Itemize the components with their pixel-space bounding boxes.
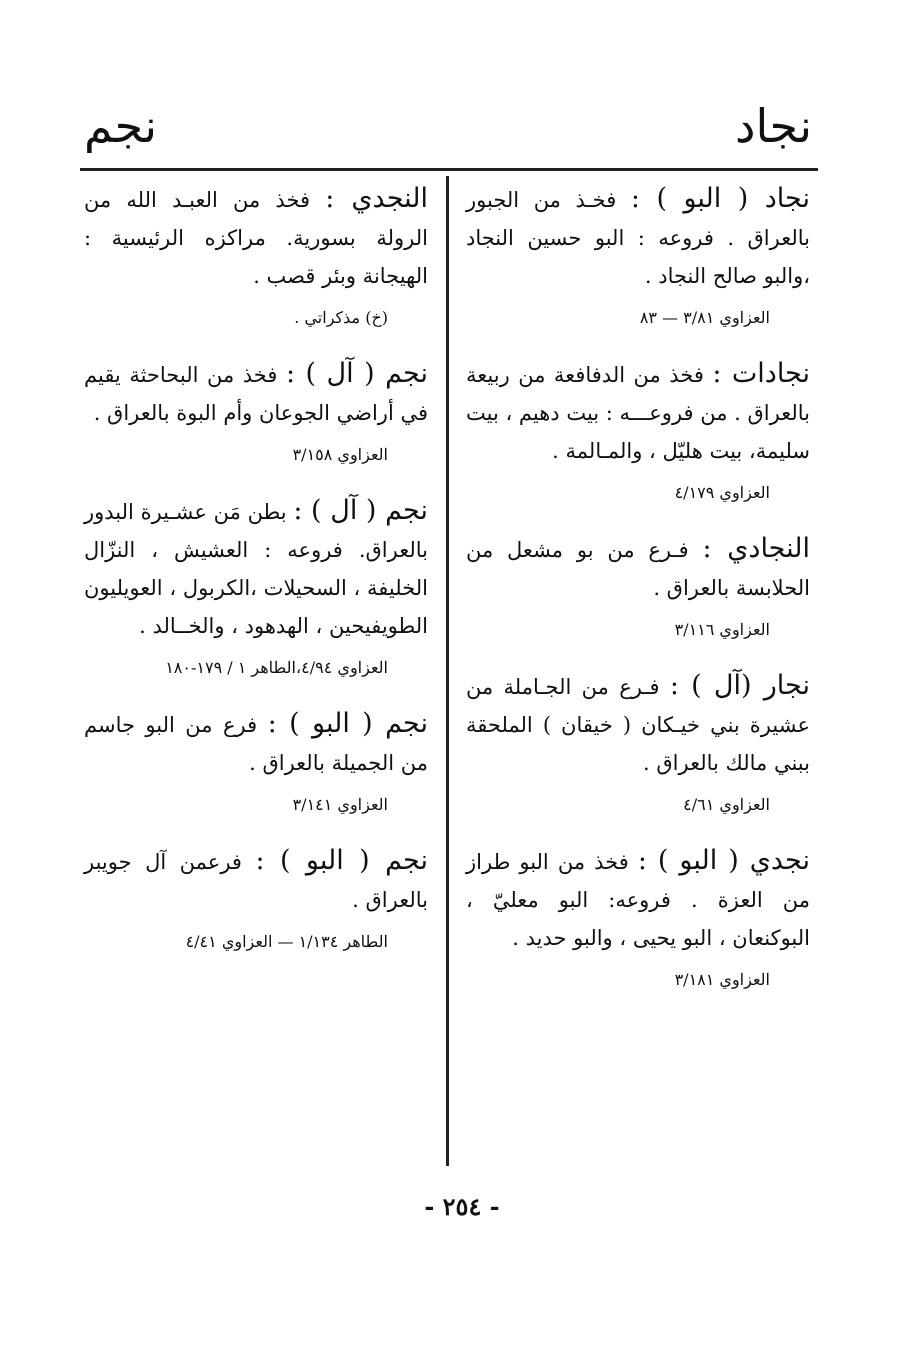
entry-head: نجاد ( البو ) :	[630, 183, 810, 214]
entry	[84, 180, 428, 333]
entry	[466, 355, 810, 508]
entry-body: فخـذ من الجبور بالعراق . فروعه : البو حسين النجاد ،والبو صالح النجاد .	[466, 188, 810, 288]
entry-source: العزاوي ٣/١٨١	[674, 970, 770, 989]
header-rule	[80, 168, 818, 171]
entry-body: فرع من البو جاسم من الجميلة بالعراق .	[84, 713, 428, 775]
entry-head: نجم ( البو ) :	[255, 845, 428, 876]
entry-body: فخذ من الدفافعة من ربيعة بالعراق . من فروعـــه : بيت دهيم ، بيت سليمة، بيت هليّل ، والمـالمة .	[465, 363, 810, 463]
entry-body: فرعمن آل جويبر بالعراق .	[84, 850, 428, 912]
entry-head: نجم ( آل ) :	[285, 358, 428, 389]
entry	[84, 705, 428, 820]
column-divider	[446, 176, 449, 1166]
entry-source: العزاوي ٣/١١٦	[674, 620, 770, 639]
entry	[84, 355, 428, 470]
entry-body: بطن مَن عشـيرة البدور بالعراق. فروعه : العشيش ، النزّال الخليفة ، السحيلات ،الكربول ، العويليون الطويفيحين ، الهدهود ، والخــالد .	[84, 500, 428, 638]
entry-head: النجدي :	[325, 183, 428, 214]
entry-source: العزاوي ٤/٩٤،الطاهر ١ / ١٧٩-١٨٠	[165, 658, 388, 677]
right-column	[466, 180, 810, 1017]
entry-body: فخذ من العبـد الله من الرولة بسورية. مراكزه الرئيسية : الهيجانة وبئر قصب .	[84, 188, 428, 288]
entry-head: نجادات :	[712, 358, 810, 389]
entry-source: العزاوي ٣/١٥٨	[292, 445, 388, 464]
entry-head: نجار (آل ) :	[669, 670, 810, 701]
entry-source: العزاوي ٣/١٤١	[292, 795, 388, 814]
running-head-right: نجاد	[735, 99, 812, 153]
entry-body: فخذ من البو طراز من العزة . فروعه: البو معليّ ، البوكنعان ، البو يحيى ، والبو حديد .	[466, 850, 810, 950]
left-column	[84, 180, 428, 979]
running-head-left: نجم	[84, 99, 158, 153]
entry-source: (خ) مذكراتي .	[294, 308, 388, 327]
entry-source: العزاوي ٤/١٧٩	[674, 483, 770, 502]
entry	[466, 180, 810, 333]
entry-body: فـرع من الجـاملة من عشيرة بني خيـكان ( خيقان ) الملحقة ببني مالك بالعراق .	[466, 675, 810, 775]
entry-head: نجم ( البو ) :	[267, 708, 428, 739]
page-number: - ٢٥٤ -	[424, 1192, 500, 1221]
entry-body: فـرع من بو مشعل من الحلابسة بالعراق .	[466, 538, 810, 600]
entry	[466, 530, 810, 645]
entry	[466, 667, 810, 820]
entry-source: الطاهر ١/١٣٤ — العزاوي ٤/٤١	[185, 932, 388, 951]
entry-body: فخذ من البحاحثة يقيم في أراضي الجوعان وأم البوة بالعراق .	[84, 363, 428, 425]
entry-source: العزاوي ٤/٦١	[683, 795, 770, 814]
entry-head: النجادي :	[702, 533, 810, 564]
entry-head: نجم ( آل ) :	[293, 495, 428, 526]
entry	[84, 842, 428, 957]
entry-source: العزاوي ٣/٨١ — ٨٣	[639, 308, 770, 327]
entry	[84, 492, 428, 683]
entry	[466, 842, 810, 995]
entry-head: نجدي ( البو ) :	[637, 845, 810, 876]
